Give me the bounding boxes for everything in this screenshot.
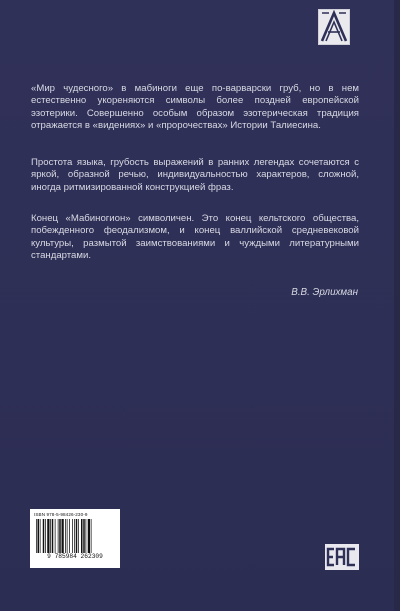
annotation-paragraph-3: Конец «Мабиногион» символичен. Это конец кельтского общества, побежденного феодализмом, и конец валлийской средневековой культуры, размытой заимствованиями и чуждыми литературными стандартами. (31, 213, 359, 262)
eac-mark-icon (325, 544, 359, 570)
annotation-paragraph-1: «Мир чудесного» в мабиноги еще по-варварски груб, но в нем естественно укореняются символы более поздней европейской эзотерики. Совершенно особым образом эзотерическая традиция отражается в «видениях» и «пророчествах» Истории Талиесина. (31, 83, 359, 132)
barcode (30, 509, 120, 568)
spine-edge (394, 0, 400, 611)
barcode-bars-icon (34, 519, 116, 553)
author-signature: В.В. Эрлихман (291, 287, 358, 298)
isbn-label: ISBN 978-5-98426-230-9 (34, 512, 88, 517)
annotation-paragraph-2: Простота языка, грубость выражений в ранних легендах сочетаются с яркой, образной речью, индивидуальностью характеров, сложной, иногда ритмизированной конструкцией фраз. (31, 157, 359, 193)
barcode-number: 9 785984 262309 (47, 553, 103, 560)
publisher-logo-icon (318, 9, 350, 45)
